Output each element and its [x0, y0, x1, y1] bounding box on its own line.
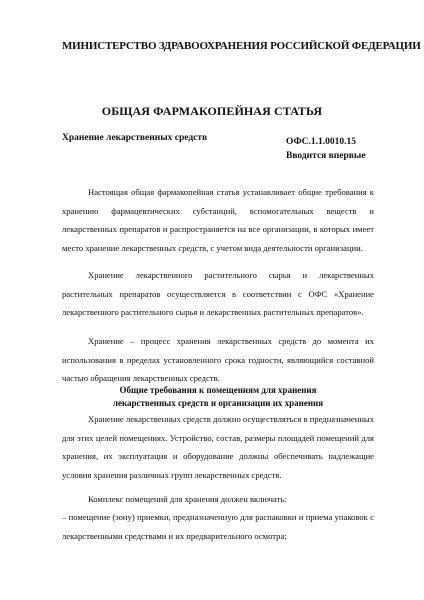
paragraph-herbal-storage: Хранение лекарственного растительного сырья и лекарственных растительных препаратов осуществляется в соответствии с ОФС «Хранение лекарственного растительного сырья и лекарственных растительных препаратов».: [62, 270, 374, 318]
paragraph-complex: Комплекс помещений для хранения должен включать:: [88, 494, 287, 504]
article-status: Вводится впервые: [286, 151, 366, 161]
paragraph-scope: Настоящая общая фармакопейная статья устанавливает общие требования к хранению фармацевтических субстанций, вспомогательных веществ и лекарственных препаратов и распространяется на все организации, в которых имеет место хранение лекарственных средств, с учетом вида деятельности организации.: [62, 187, 374, 253]
paragraph-reception-zone: – помещение (зону) приемки, предназначенную для распаковки и приема упаковок с лекарственными средствами и их предварительного осмотра;: [62, 512, 374, 541]
section-heading-line-2: лекарственных средств и организации их хранения: [112, 398, 324, 408]
paragraph-definition: Хранение – процесс хранения лекарственных средств до момента их использования в пределах установленного срока годности, являющийся составной частью обращения лекарственных средств.: [62, 336, 374, 384]
paragraph-premises: Хранение лекарственных средств должно осуществляться в предназначенных для этих целей помещениях. Устройство, состав, размеры площадей помещений для хранения, их эксплуатация и оборудование должны обеспечивать надлежащие условия хранения различных групп лекарственных средств.: [62, 414, 374, 480]
article-code: ОФС.1.1.0010.15: [286, 137, 357, 147]
article-title: Хранение лекарственных средств: [62, 133, 208, 143]
section-heading-line-1: Общие требования к помещениям для хранения: [119, 385, 317, 395]
section-heading: [62, 384, 374, 410]
article-type-heading: ОБЩАЯ ФАРМАКОПЕЙНАЯ СТАТЬЯ: [101, 104, 323, 118]
article-meta: [286, 133, 366, 165]
ministry-header: МИНИСТЕРСТВО ЗДРАВООХРАНЕНИЯ РОССИЙСКОЙ ФЕДЕРАЦИИ: [62, 40, 421, 52]
